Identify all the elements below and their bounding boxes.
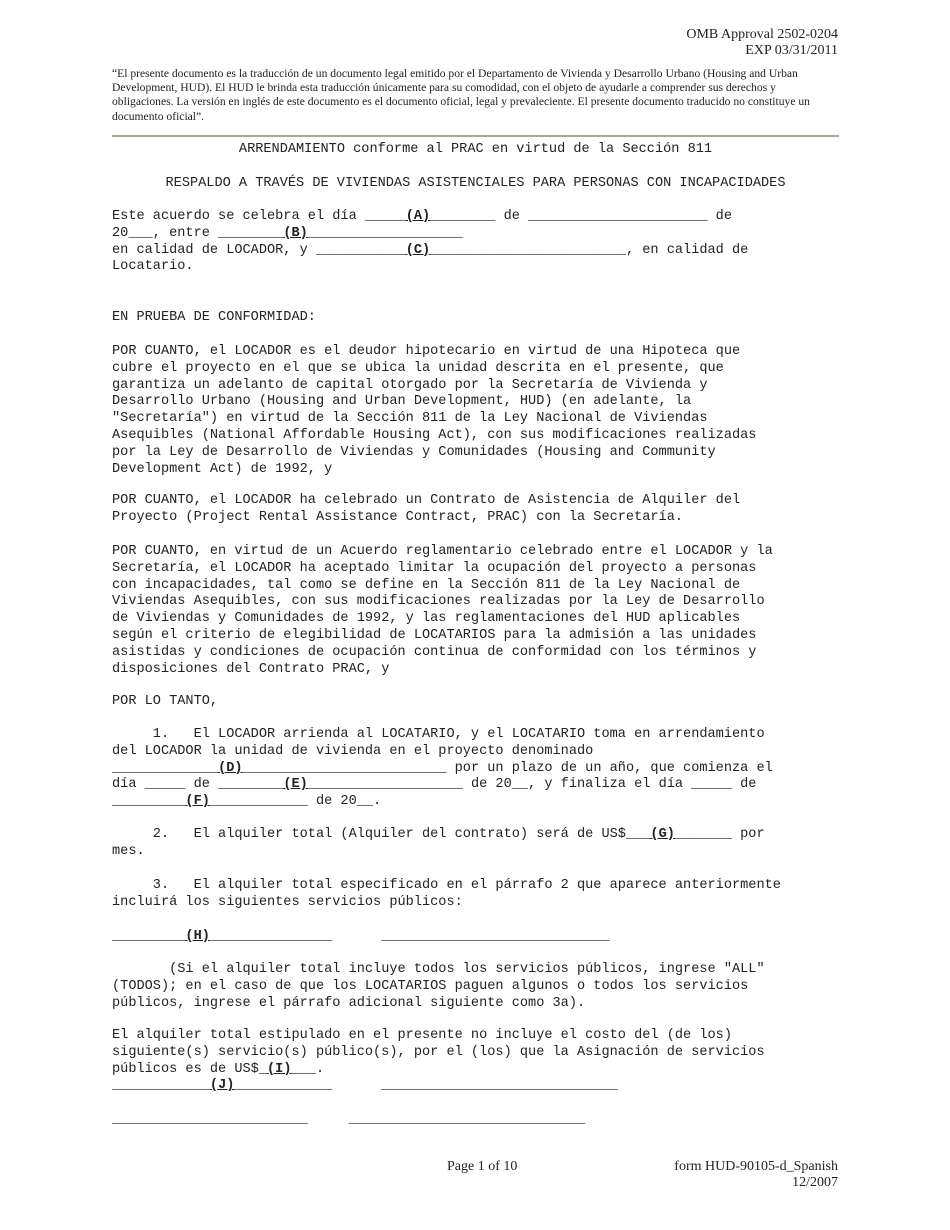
form-identifier xyxy=(674,1159,838,1191)
field-a-marker: (A) xyxy=(405,209,431,224)
therefore-heading: POR LO TANTO, xyxy=(112,694,219,709)
omb-approval xyxy=(686,27,838,59)
utilities-paragraph: 3. El alquiler total especificado en el párrafo 2 que aparece anteriormente incluirá los siguientes servicios públicos: xyxy=(112,878,781,910)
total-rent-paragraph: 2. El alquiler total (Alquiler del contrato) será de US$___(G)_______ por mes. xyxy=(112,827,765,859)
whereas-paragraph-3: POR CUANTO, en virtud de un Acuerdo reglamentario celebrado entre el LOCADOR y la Secretaría, el LOCADOR ha aceptado limitar la ocupación del proyecto a personas con incapacidades, tal como se define en la Sección 811 de la Ley Nacional de Viviendas Asequibles, con sus modificaciones realizadas por la Ley de Desarrollo de Viviendas y Comunidades de 1992, y las reglamentaciones del HUD aplicables según el criterio de elegibilidad de LOCATARIOS para la admisión a las unidades asistidas y condiciones de ocupación continua de conformidad con los términos y disposiciones del Contrato PRAC, y xyxy=(112,544,773,677)
form-number: form HUD-90105-d_Spanish xyxy=(674,1159,838,1174)
agreement-block: Este acuerdo se celebra el día _____(A)________ de ______________________ de 20___, entre ________(B)___________________ en calidad de LOCADOR, y ___________(C)________________________, en calidad de Locatario. xyxy=(112,209,749,275)
form-date: 12/2007 xyxy=(792,1175,838,1190)
field-g-marker: (G) xyxy=(650,827,675,842)
field-e-marker: (E) xyxy=(283,777,308,793)
additional-utility-blank-lines: ________________________ _____________________________ xyxy=(112,1112,586,1127)
field-d-marker: (D) xyxy=(218,760,243,776)
utilities-instruction-note: (Si el alquiler total incluye todos los servicios públicos, ingrese "ALL" (TODOS); en el caso de que los LOCATARIOS paguen algunos o todos los servicios públicos, ingrese el párrafo adicional siguiente como 3a). xyxy=(112,962,765,1011)
field-c-marker: (C) xyxy=(405,242,431,258)
utilities-blank-line: _________(H)_______________ ____________________________ xyxy=(112,929,610,944)
whereas-paragraph-2: POR CUANTO, el LOCADOR ha celebrado un Contrato de Asistencia de Alquiler del Proyecto (Project Rental Assistance Contract, PRAC) con la Secretaría. xyxy=(112,493,741,525)
utility-allowance-paragraph: El alquiler total estipulado en el presente no incluye el costo del (de los) siguiente(s) servicio(s) público(s), por el (los) que la Asignación de servicios públicos es de US$_(I)___. ____________(J)____________ _____________________________ xyxy=(112,1028,765,1094)
document-title: ARRENDAMIENTO conforme al PRAC en virtud de la Sección 811 xyxy=(238,142,713,157)
witnesseth-heading: EN PRUEBA DE CONFORMIDAD: xyxy=(112,310,316,325)
document-subtitle: RESPALDO A TRAVÉS DE VIVIENDAS ASISTENCIALES PARA PERSONAS CON INCAPACIDADES xyxy=(165,176,786,191)
translation-disclaimer: “El presente documento es la traducción de un documento legal emitido por el Departamento de Vivienda y Desarrollo Urbano (Housing and Urban Development, HUD). El HUD le brinda esta traducción únicamente para su comodidad, con el objeto de ayudarle a comprender sus derechos y obligaciones. La versión en inglés de este documento es el documento oficial, legal y prevaleciente. El presente documento traducido no constituye un documento oficial”. xyxy=(112,67,810,123)
field-j-marker: (J) xyxy=(209,1078,235,1094)
header-divider xyxy=(112,135,839,137)
field-b-marker: (B) xyxy=(283,225,308,241)
whereas-paragraph-1: POR CUANTO, el LOCADOR es el deudor hipotecario en virtud de una Hipoteca que cubre el proyecto en el que se ubica la unidad descrita en el presente, que garantiza un adelanto de capital otorgado por la Secretaría de Vivienda y Desarrollo Urbano (Housing and Urban Development, HUD) (en adelante, la "Secretaría") en virtud de la Sección 811 de la Ley Nacional de Viviendas Asequibles (National Affordable Housing Act), con sus modificaciones realizadas por la Ley de Desarrollo de Viviendas y Comunidades (Housing and Community Development Act) de 1992, y xyxy=(112,344,757,477)
omb-expiration: EXP 03/31/2011 xyxy=(745,43,838,58)
omb-number: OMB Approval 2502-0204 xyxy=(686,27,838,42)
field-i-marker: (I) xyxy=(267,1061,292,1077)
field-h-marker: (H) xyxy=(185,929,210,944)
field-f-marker: (F) xyxy=(185,794,210,810)
lease-term-paragraph: 1. El LOCADOR arrienda al LOCATARIO, y el LOCATARIO toma en arrendamiento del LOCADOR la unidad de vivienda en el proyecto denominado _____________(D)_________________________ por un plazo de un año, que comienza el día _____ de ________(E)___________________ de 20__, y finaliza el día _____ de _________(F)____________ de 20__. xyxy=(112,727,773,810)
page-number: Page 1 of 10 xyxy=(447,1159,518,1174)
